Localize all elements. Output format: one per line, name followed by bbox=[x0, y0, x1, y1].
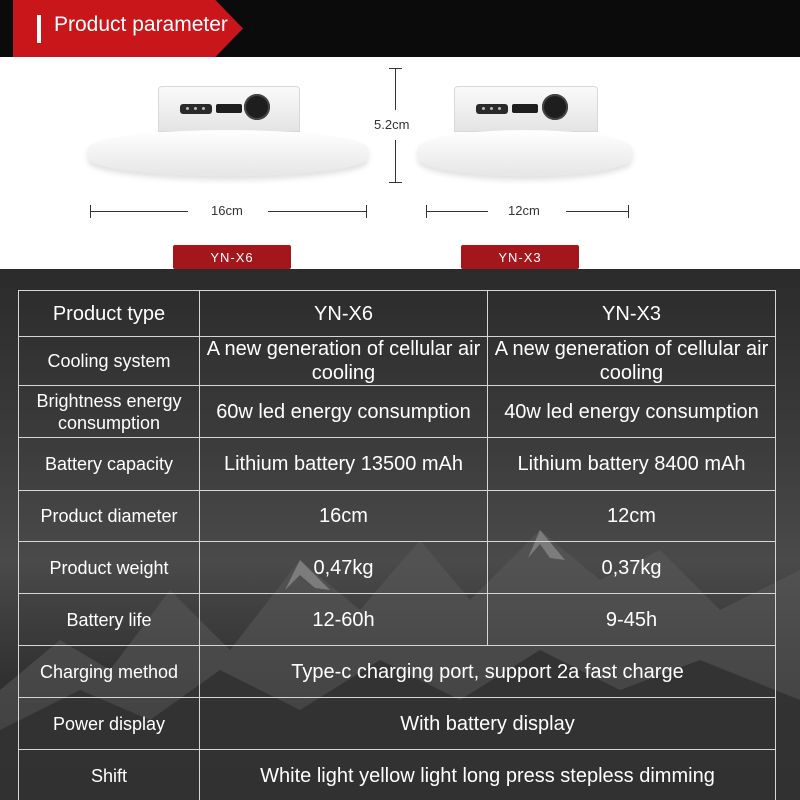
x3-width-label: 12cm bbox=[508, 203, 540, 218]
row-label: Shift bbox=[19, 750, 200, 800]
table-row bbox=[19, 337, 776, 386]
device-yn-x3-image bbox=[418, 86, 632, 178]
x3-width-dimension-line bbox=[426, 211, 488, 212]
table-header-row bbox=[19, 291, 776, 337]
table-row bbox=[19, 542, 776, 594]
row-label: Battery life bbox=[19, 594, 200, 646]
table-row bbox=[19, 594, 776, 646]
x6-value: 0,47kg bbox=[200, 542, 488, 594]
x3-value: 9-45h bbox=[488, 594, 776, 646]
x3-value: Lithium battery 8400 mAh bbox=[488, 438, 776, 491]
table-row bbox=[19, 750, 776, 800]
power-button-icon bbox=[244, 94, 270, 120]
x6-value: 12-60h bbox=[200, 594, 488, 646]
x3-value: A new generation of cellular air cooling bbox=[488, 337, 776, 386]
x3-value: 12cm bbox=[488, 491, 776, 542]
x6-width-label: 16cm bbox=[211, 203, 243, 218]
height-dimension-label: 5.2cm bbox=[374, 117, 410, 132]
x6-width-dimension-line bbox=[90, 211, 188, 212]
header-label-cell: Product type bbox=[19, 291, 200, 337]
spec-table-section bbox=[0, 269, 800, 800]
merged-value: With battery display bbox=[200, 698, 776, 750]
model-badge-x3: YN-X3 bbox=[461, 245, 579, 269]
x6-value: 60w led energy consumption bbox=[200, 386, 488, 438]
usb-port-icon bbox=[476, 104, 508, 114]
model-badge-x6: YN-X6 bbox=[173, 245, 291, 269]
table-row bbox=[19, 386, 776, 438]
x3-value: 40w led energy consumption bbox=[488, 386, 776, 438]
row-label: Battery capacity bbox=[19, 438, 200, 491]
table-row bbox=[19, 438, 776, 491]
power-button-icon bbox=[542, 94, 568, 120]
table-row bbox=[19, 491, 776, 542]
header-x3-cell: YN-X3 bbox=[488, 291, 776, 337]
header-bar bbox=[0, 0, 800, 57]
header-divider bbox=[37, 15, 41, 43]
x3-value: 0,37kg bbox=[488, 542, 776, 594]
merged-value: White light yellow light long press stepless dimming bbox=[200, 750, 776, 800]
device-yn-x6-image bbox=[88, 86, 368, 178]
merged-value: Type-c charging port, support 2a fast charge bbox=[200, 646, 776, 698]
x6-value: A new generation of cellular air cooling bbox=[200, 337, 488, 386]
x6-value: Lithium battery 13500 mAh bbox=[200, 438, 488, 491]
usb-port-icon bbox=[180, 104, 212, 114]
row-label: Product diameter bbox=[19, 491, 200, 542]
x6-value: 16cm bbox=[200, 491, 488, 542]
row-label: Charging method bbox=[19, 646, 200, 698]
row-label: Brightness energy consumption bbox=[19, 386, 200, 438]
table-row bbox=[19, 646, 776, 698]
row-label: Product weight bbox=[19, 542, 200, 594]
height-dimension-line bbox=[395, 68, 396, 110]
page-title: Product parameter bbox=[54, 13, 228, 36]
table-row bbox=[19, 698, 776, 750]
header-x6-cell: YN-X6 bbox=[200, 291, 488, 337]
spec-table bbox=[18, 290, 776, 800]
row-label: Power display bbox=[19, 698, 200, 750]
row-label: Cooling system bbox=[19, 337, 200, 386]
